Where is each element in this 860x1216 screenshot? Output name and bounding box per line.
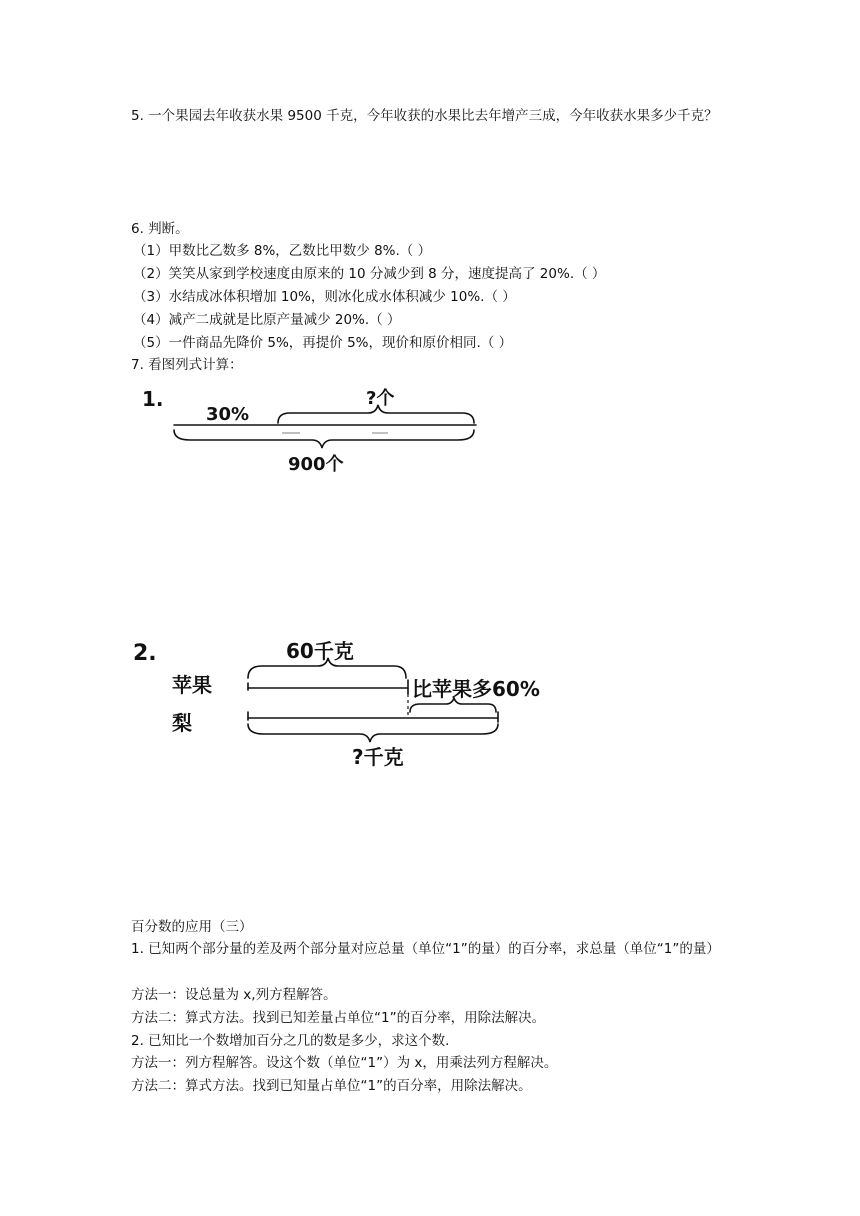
section-title: 百分数的应用（三）	[131, 919, 253, 935]
figure-2-apple-amount: 60千克	[286, 639, 354, 663]
point-1-method-1: 方法一：设总量为 x,列方程解答。	[131, 987, 337, 1003]
question-6-title: 6. 判断。	[131, 221, 189, 237]
point-2-method-2: 方法二：算式方法。找到已知量占单位“1”的百分率，用除法解决。	[131, 1078, 532, 1094]
question-6-item-2: （2）笑笑从家到学校速度由原来的 10 分减少到 8 分，速度提高了 20%.（ ）	[133, 266, 606, 282]
figure-1-diagram	[0, 380, 860, 480]
figure-2-number: 2.	[133, 641, 157, 666]
point-1-method-2: 方法二：算式方法。找到已知差量占单位“1”的百分率，用除法解决。	[131, 1010, 546, 1026]
question-6-item-5: （5）一件商品先降价 5%，再提价 5%，现价和原价相同.（ ）	[133, 335, 513, 351]
more-label: 比苹果多60%	[412, 677, 540, 701]
section-point-1: 1. 已知两个部分量的差及两个部分量对应总量（单位“1”的量）的百分率，求总量（单位“1”的量）	[131, 941, 720, 957]
question-6-item-4: （4）减产二成就是比原产量减少 20%.（ ）	[133, 312, 401, 328]
point-2-method-1: 方法一：列方程解答。设这个数（单位“1”）为 x，用乘法列方程解决。	[131, 1055, 558, 1071]
question-7-title: 7. 看图列式计算：	[131, 357, 243, 373]
figure-2-diagram	[0, 628, 860, 778]
pear-label: 梨	[172, 711, 192, 735]
figure-1-total: 900个	[288, 454, 344, 475]
question-6-item-3: （3）水结成冰体积增加 10%，则冰化成水体积减少 10%.（ ）	[133, 289, 516, 305]
figure-1-unknown: ?个	[366, 388, 395, 409]
figure-1-number: 1.	[142, 387, 164, 411]
figure-1-percent: 30%	[206, 404, 250, 425]
apple-label: 苹果	[172, 673, 212, 697]
question-6-item-1: （1）甲数比乙数多 8%，乙数比甲数少 8%.（ ）	[133, 243, 432, 259]
section-point-2: 2. 已知比一个数增加百分之几的数是多少，求这个数.	[131, 1033, 450, 1049]
figure-2-unknown: ?千克	[352, 745, 404, 769]
question-5: 5. 一个果园去年收获水果 9500 千克，今年收获的水果比去年增产三成，今年收获水果多少千克？	[131, 108, 718, 124]
